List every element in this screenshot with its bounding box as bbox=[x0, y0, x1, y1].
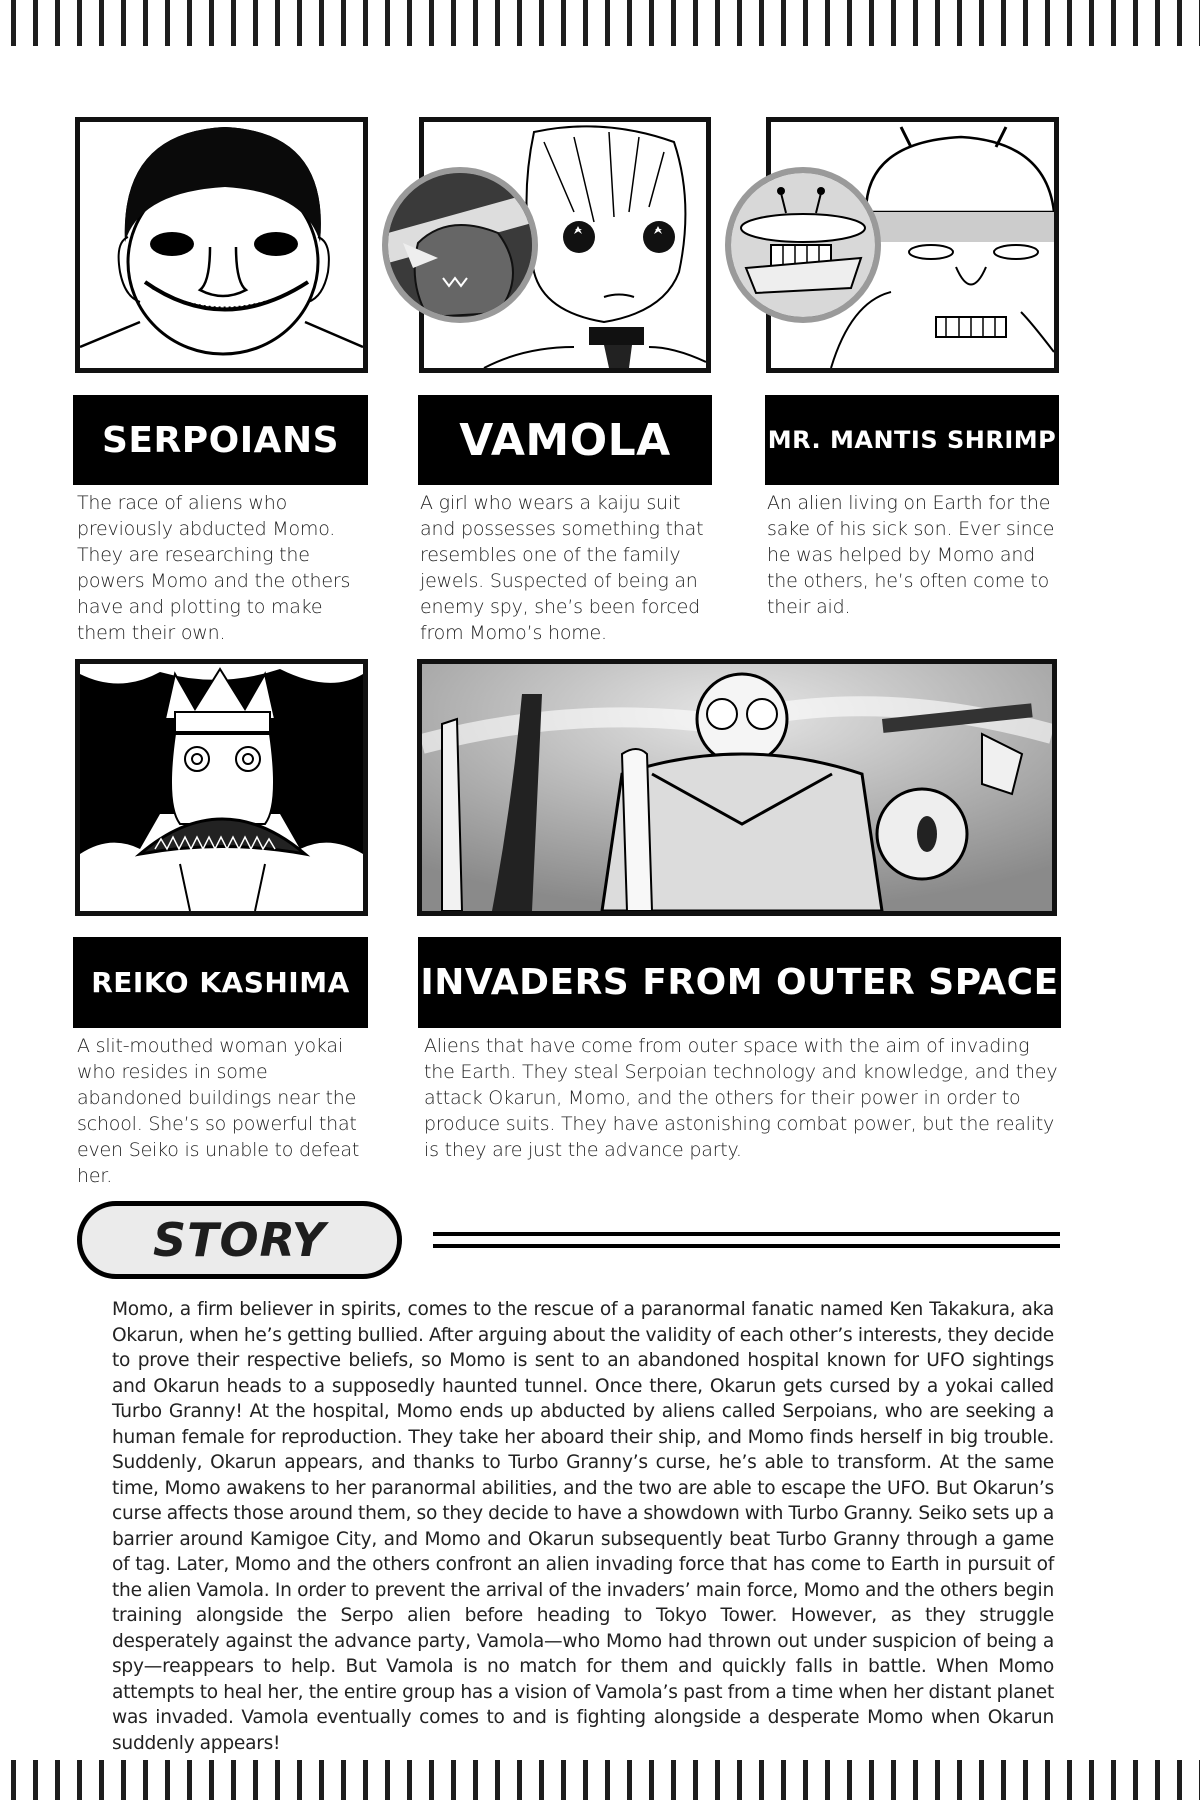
top-stripe-border bbox=[0, 0, 1200, 46]
mr-mantis-shrimp-description: An alien living on Earth for the sake of his sick son. Ever since he was helped by Momo and the others, he’s often come to their aid. bbox=[767, 492, 1055, 618]
serpoians-label: SERPOIANS bbox=[73, 395, 368, 485]
mr-mantis-shrimp-label: MR. MANTIS SHRIMP bbox=[765, 395, 1059, 485]
invaders-label: INVADERS FROM OUTER SPACE bbox=[418, 937, 1061, 1028]
serpoians-image-frame bbox=[75, 117, 368, 373]
story-heading-pill bbox=[77, 1201, 402, 1279]
story-heading: STORY bbox=[152, 1213, 327, 1267]
serpoians-description: The race of aliens who previously abducted Momo. They are researching the powers Momo and the others have and plotting to make them their own. bbox=[77, 492, 351, 644]
reiko-kashima-illustration bbox=[80, 664, 363, 911]
vamola-label: VAMOLA bbox=[418, 395, 712, 485]
reiko-kashima-image-frame bbox=[75, 659, 368, 916]
kaiju-suit-illustration bbox=[388, 173, 532, 317]
masked-alien-inset bbox=[725, 167, 881, 323]
serpoian-masked-face-illustration bbox=[80, 122, 363, 368]
bottom-stripe-border bbox=[0, 1760, 1200, 1800]
invader-robots-illustration bbox=[422, 664, 1052, 911]
kaiju-suit-inset bbox=[382, 167, 538, 323]
story-rule-top bbox=[433, 1232, 1060, 1236]
invaders-image-frame bbox=[417, 659, 1057, 916]
vamola-description: A girl who wears a kaiju suit and possesses something that resembles one of the family jewels. Suspected of being an enemy spy, she’s been forced from Momo’s home. bbox=[420, 492, 704, 644]
masked-alien-illustration bbox=[731, 173, 875, 317]
reiko-kashima-description: A slit-mouthed woman yokai who resides in some abandoned buildings near the school. She’s so powerful that even Seiko is unable to defeat her. bbox=[77, 1035, 360, 1187]
reiko-kashima-label: REIKO KASHIMA bbox=[73, 937, 368, 1028]
invaders-description: Aliens that have come from outer space with the aim of invading the Earth. They steal Serpoian technology and knowledge, and they attack Okarun, Momo, and the others for their power in order to produce suits. They have astonishing combat power, but the reality is they are just the advance party. bbox=[424, 1035, 1058, 1161]
story-rule-bottom bbox=[433, 1244, 1060, 1248]
story-summary: Momo, a firm believer in spirits, comes to the rescue of a paranormal fanatic named Ken Takakura, aka Okarun, when he’s getting bullied. After arguing about the validity of each other’s interests, they decide to prove their respective beliefs, so Momo is sent to an abandoned hospital known for UFO sightings and Okarun heads to a supposedly haunted tunnel. Once there, Okarun gets cursed by a yokai called Turbo Granny! At the hospital, Momo ends up abducted by aliens called Serpoians, who are seeking a human female for reproduction. They take her aboard their ship, and Momo finds herself in big trouble. Suddenly, Okarun appears, and thanks to Turbo Granny’s curse, he’s able to transform. At the same time, Momo awakens to her paranormal abilities, and the two are able to escape the UFO. But Okarun’s curse affects those around them, so they decide to have a showdown with Turbo Granny. Seiko sets up a barrier around Kamigoe City, and Momo and Okarun subsequently beat Turbo Granny through a game of tag. Later, Momo and the others confront an alien invading force that has come to Earth in pursuit of the alien Vamola. In order to prevent the arrival of the invaders’ main force, Momo and the others begin training alongside the Serpo alien before heading to Tokyo Tower. However, as they struggle desperately against the advance party, Vamola—who Momo had thrown out under suspicion of being a spy—reappears to help. But Vamola is no match for them and quickly falls in battle. When Momo attempts to heal her, the entire group has a vision of Vamola’s past from a time when her distant planet was invaded. Vamola eventually comes to and is fighting alongside a desperate Momo when Okarun suddenly appears! bbox=[112, 1299, 1054, 1754]
